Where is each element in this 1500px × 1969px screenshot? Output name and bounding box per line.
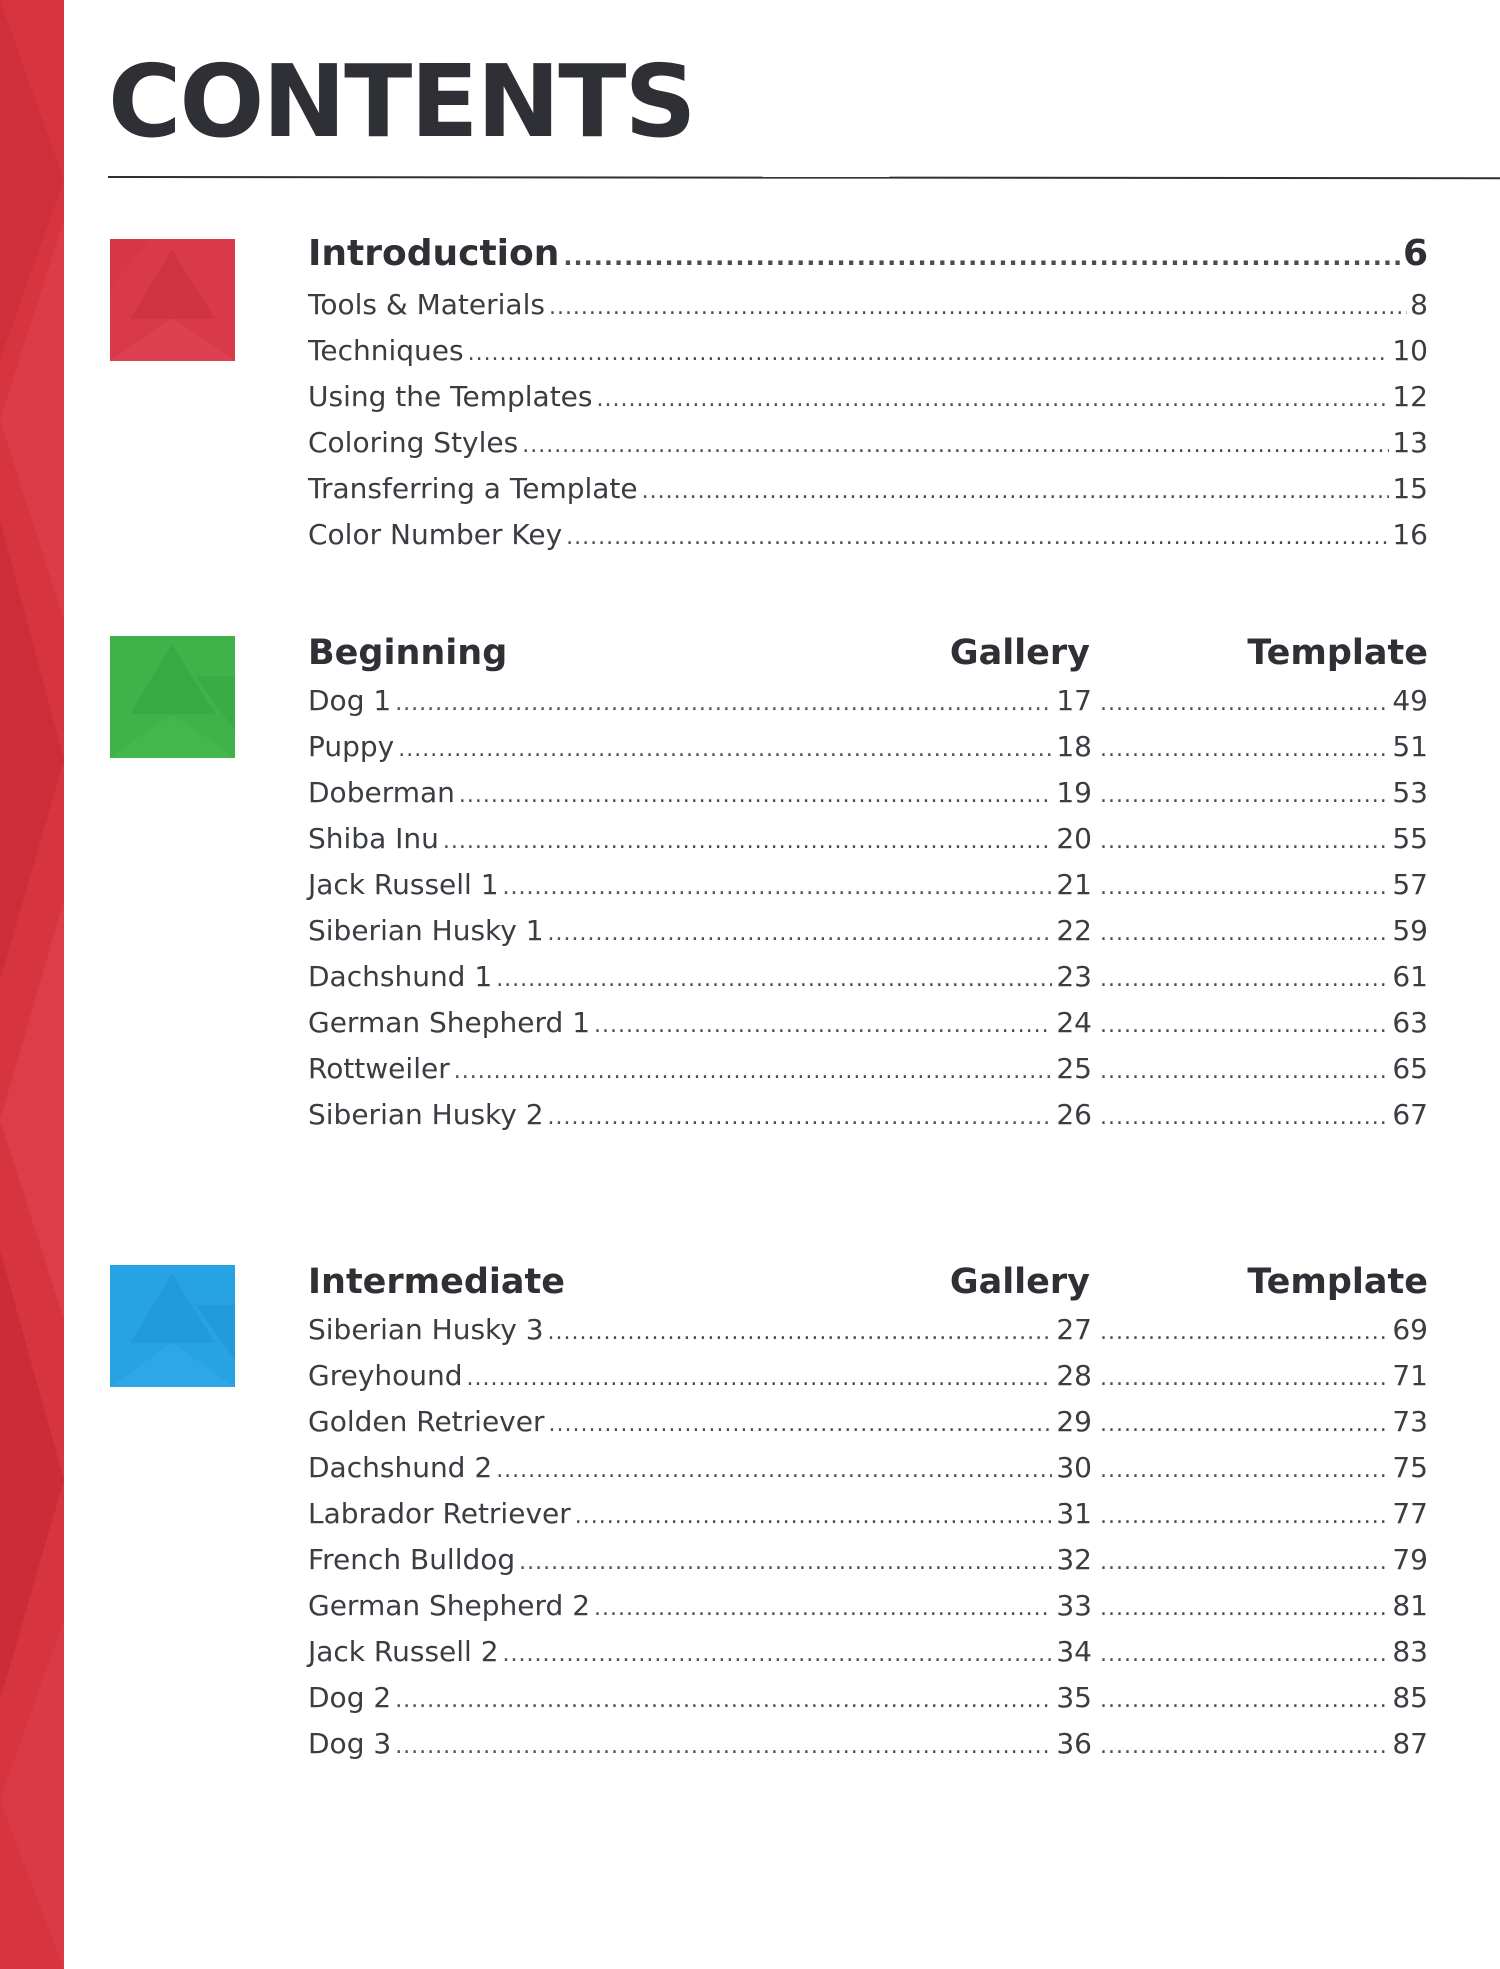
toc-entry[interactable] [308, 377, 1428, 417]
gallery-page: 24 [1056, 1006, 1092, 1039]
toc-entry[interactable] [308, 911, 1428, 951]
dot-leader [1092, 1635, 1388, 1675]
dot-leader [548, 914, 1052, 954]
intermediate-header [308, 1259, 1428, 1305]
entry-label: Jack Russell 2 [308, 1635, 499, 1668]
entry-label: Transferring a Template [308, 472, 638, 505]
dot-leader [398, 730, 1052, 770]
entry-label: Tools & Materials [308, 288, 545, 321]
toc-entry[interactable] [308, 469, 1428, 509]
entry-label: German Shepherd 1 [308, 1006, 591, 1039]
dot-leader [496, 1451, 1052, 1491]
entry-label: German Shepherd 2 [308, 1589, 591, 1622]
entry-label: Labrador Retriever [308, 1497, 571, 1530]
entry-page: 10 [1392, 334, 1428, 367]
dot-leader [563, 237, 1400, 277]
entry-label: Doberman [308, 776, 455, 809]
dot-leader [1092, 960, 1388, 1000]
dot-leader [642, 472, 1390, 512]
dot-leader [1092, 1098, 1388, 1138]
entry-page: 12 [1392, 380, 1428, 413]
gallery-page: 21 [1056, 868, 1092, 901]
entry-label: Introduction [308, 233, 560, 274]
side-band [0, 0, 64, 1969]
toc-entry[interactable] [308, 1540, 1428, 1580]
dot-leader [548, 1405, 1052, 1445]
section-heading: Beginning [308, 633, 508, 673]
dot-leader [395, 1727, 1052, 1767]
gallery-page: 33 [1056, 1589, 1092, 1622]
template-column-heading: Template [1247, 633, 1428, 673]
gallery-page: 30 [1056, 1451, 1092, 1484]
dot-leader [1092, 1405, 1388, 1445]
intermediate-swatch [110, 1265, 235, 1387]
template-page: 79 [1392, 1543, 1428, 1576]
template-page: 69 [1392, 1313, 1428, 1346]
dot-leader [1092, 730, 1388, 770]
gallery-page: 17 [1056, 684, 1092, 717]
gallery-page: 34 [1056, 1635, 1092, 1668]
toc-entry[interactable] [308, 331, 1428, 371]
dot-leader [467, 1359, 1052, 1399]
dot-leader [594, 1006, 1052, 1046]
template-page: 51 [1392, 730, 1428, 763]
page-title: CONTENTS [108, 43, 695, 160]
dot-leader [1092, 1313, 1388, 1353]
template-page: 75 [1392, 1451, 1428, 1484]
dot-leader [596, 380, 1389, 420]
template-page: 83 [1392, 1635, 1428, 1668]
section-heading: Intermediate [308, 1262, 566, 1302]
gallery-page: 26 [1056, 1098, 1092, 1131]
entry-label: Jack Russell 1 [308, 868, 499, 901]
toc-entry[interactable] [308, 727, 1428, 767]
toc-entry[interactable] [308, 1310, 1428, 1350]
entry-page: 16 [1392, 518, 1428, 551]
toc-entry[interactable] [308, 1095, 1428, 1135]
toc-entry[interactable] [308, 1356, 1428, 1396]
entry-label: Dog 2 [308, 1681, 392, 1714]
dot-leader [1092, 868, 1388, 908]
dot-leader [443, 822, 1052, 862]
gallery-column-heading: Gallery [949, 1262, 1090, 1302]
title-divider [108, 176, 1500, 179]
template-page: 55 [1392, 822, 1428, 855]
dot-leader [503, 1635, 1052, 1675]
entry-label: Coloring Styles [308, 426, 519, 459]
toc-entry[interactable] [308, 515, 1428, 555]
entry-label: Techniques [308, 334, 464, 367]
side-band-pattern [0, 0, 64, 1969]
toc-entry[interactable] [308, 1724, 1428, 1764]
entry-label: French Bulldog [308, 1543, 516, 1576]
entry-label: Puppy [308, 730, 395, 763]
template-page: 71 [1392, 1359, 1428, 1392]
gallery-column-heading: Gallery [949, 633, 1090, 673]
toc-entry[interactable] [308, 423, 1428, 463]
dot-leader [468, 334, 1390, 374]
dot-leader [519, 1543, 1052, 1583]
dot-leader [1092, 1681, 1388, 1721]
dot-leader [522, 426, 1389, 466]
template-page: 87 [1392, 1727, 1428, 1760]
toc-entry[interactable] [308, 865, 1428, 905]
entry-label: Greyhound [308, 1359, 463, 1392]
template-page: 61 [1392, 960, 1428, 993]
gallery-page: 32 [1056, 1543, 1092, 1576]
dot-leader [1092, 1727, 1388, 1767]
gallery-page: 36 [1056, 1727, 1092, 1760]
entry-label: Golden Retriever [308, 1405, 545, 1438]
dot-leader [1092, 1543, 1388, 1583]
template-page: 65 [1392, 1052, 1428, 1085]
toc-entry[interactable] [308, 957, 1428, 997]
toc-entry[interactable] [308, 1586, 1428, 1626]
intro-swatch [110, 239, 235, 361]
dot-leader [395, 1681, 1052, 1721]
entry-label: Siberian Husky 1 [308, 914, 544, 947]
entry-label: Rottweiler [308, 1052, 450, 1085]
dot-leader [454, 1052, 1052, 1092]
toc-entry[interactable] [308, 1678, 1428, 1718]
template-page: 49 [1392, 684, 1428, 717]
dot-leader [548, 1098, 1052, 1138]
dot-leader [395, 684, 1052, 724]
toc-entry[interactable] [308, 1402, 1428, 1442]
entry-label: Siberian Husky 2 [308, 1098, 544, 1131]
toc-entry[interactable] [308, 681, 1428, 721]
template-page: 57 [1392, 868, 1428, 901]
toc-entry[interactable] [308, 1003, 1428, 1043]
entry-page: 8 [1410, 288, 1428, 321]
dot-leader [1092, 684, 1388, 724]
dot-leader [594, 1589, 1052, 1629]
dot-leader [1092, 822, 1388, 862]
toc-entry[interactable] [308, 1049, 1428, 1089]
toc-entry[interactable] [308, 1632, 1428, 1672]
gallery-page: 29 [1056, 1405, 1092, 1438]
template-page: 85 [1392, 1681, 1428, 1714]
dot-leader [1092, 1497, 1388, 1537]
template-column-heading: Template [1247, 1262, 1428, 1302]
toc-entry[interactable] [308, 773, 1428, 813]
toc-entry[interactable] [308, 819, 1428, 859]
dot-leader [496, 960, 1052, 1000]
entry-page: 13 [1392, 426, 1428, 459]
dot-leader [1092, 914, 1388, 954]
toc-entry[interactable] [308, 1494, 1428, 1534]
dot-leader [1092, 1006, 1388, 1046]
template-page: 53 [1392, 776, 1428, 809]
entry-label: Dachshund 1 [308, 960, 493, 993]
dot-leader [548, 1313, 1052, 1353]
gallery-page: 18 [1056, 730, 1092, 763]
dot-leader [1092, 1451, 1388, 1491]
gallery-page: 22 [1056, 914, 1092, 947]
dot-leader [1092, 1052, 1388, 1092]
toc-entry-introduction[interactable] [308, 234, 1428, 274]
entry-page: 6 [1402, 233, 1428, 274]
entry-label: Dog 1 [308, 684, 392, 717]
gallery-page: 20 [1056, 822, 1092, 855]
dot-leader [1092, 1589, 1388, 1629]
toc-entry[interactable] [308, 1448, 1428, 1488]
template-page: 77 [1392, 1497, 1428, 1530]
dot-leader [503, 868, 1052, 908]
dot-leader [549, 288, 1407, 328]
template-page: 73 [1392, 1405, 1428, 1438]
beginning-swatch [110, 636, 235, 758]
dot-leader [459, 776, 1052, 816]
template-page: 63 [1392, 1006, 1428, 1039]
dot-leader [1092, 1359, 1388, 1399]
entry-label: Shiba Inu [308, 822, 439, 855]
gallery-page: 19 [1056, 776, 1092, 809]
toc-entry[interactable] [308, 285, 1428, 325]
entry-label: Dachshund 2 [308, 1451, 493, 1484]
dot-leader [566, 518, 1389, 558]
gallery-page: 31 [1056, 1497, 1092, 1530]
gallery-page: 35 [1056, 1681, 1092, 1714]
entry-label: Dog 3 [308, 1727, 392, 1760]
entry-label: Siberian Husky 3 [308, 1313, 544, 1346]
template-page: 81 [1392, 1589, 1428, 1622]
entry-label: Color Number Key [308, 518, 563, 551]
gallery-page: 23 [1056, 960, 1092, 993]
dot-leader [1092, 776, 1388, 816]
template-page: 67 [1392, 1098, 1428, 1131]
gallery-page: 25 [1056, 1052, 1092, 1085]
dot-leader [575, 1497, 1052, 1537]
entry-label: Using the Templates [308, 380, 593, 413]
template-page: 59 [1392, 914, 1428, 947]
entry-page: 15 [1392, 472, 1428, 505]
beginning-header [308, 630, 1428, 676]
gallery-page: 27 [1056, 1313, 1092, 1346]
gallery-page: 28 [1056, 1359, 1092, 1392]
